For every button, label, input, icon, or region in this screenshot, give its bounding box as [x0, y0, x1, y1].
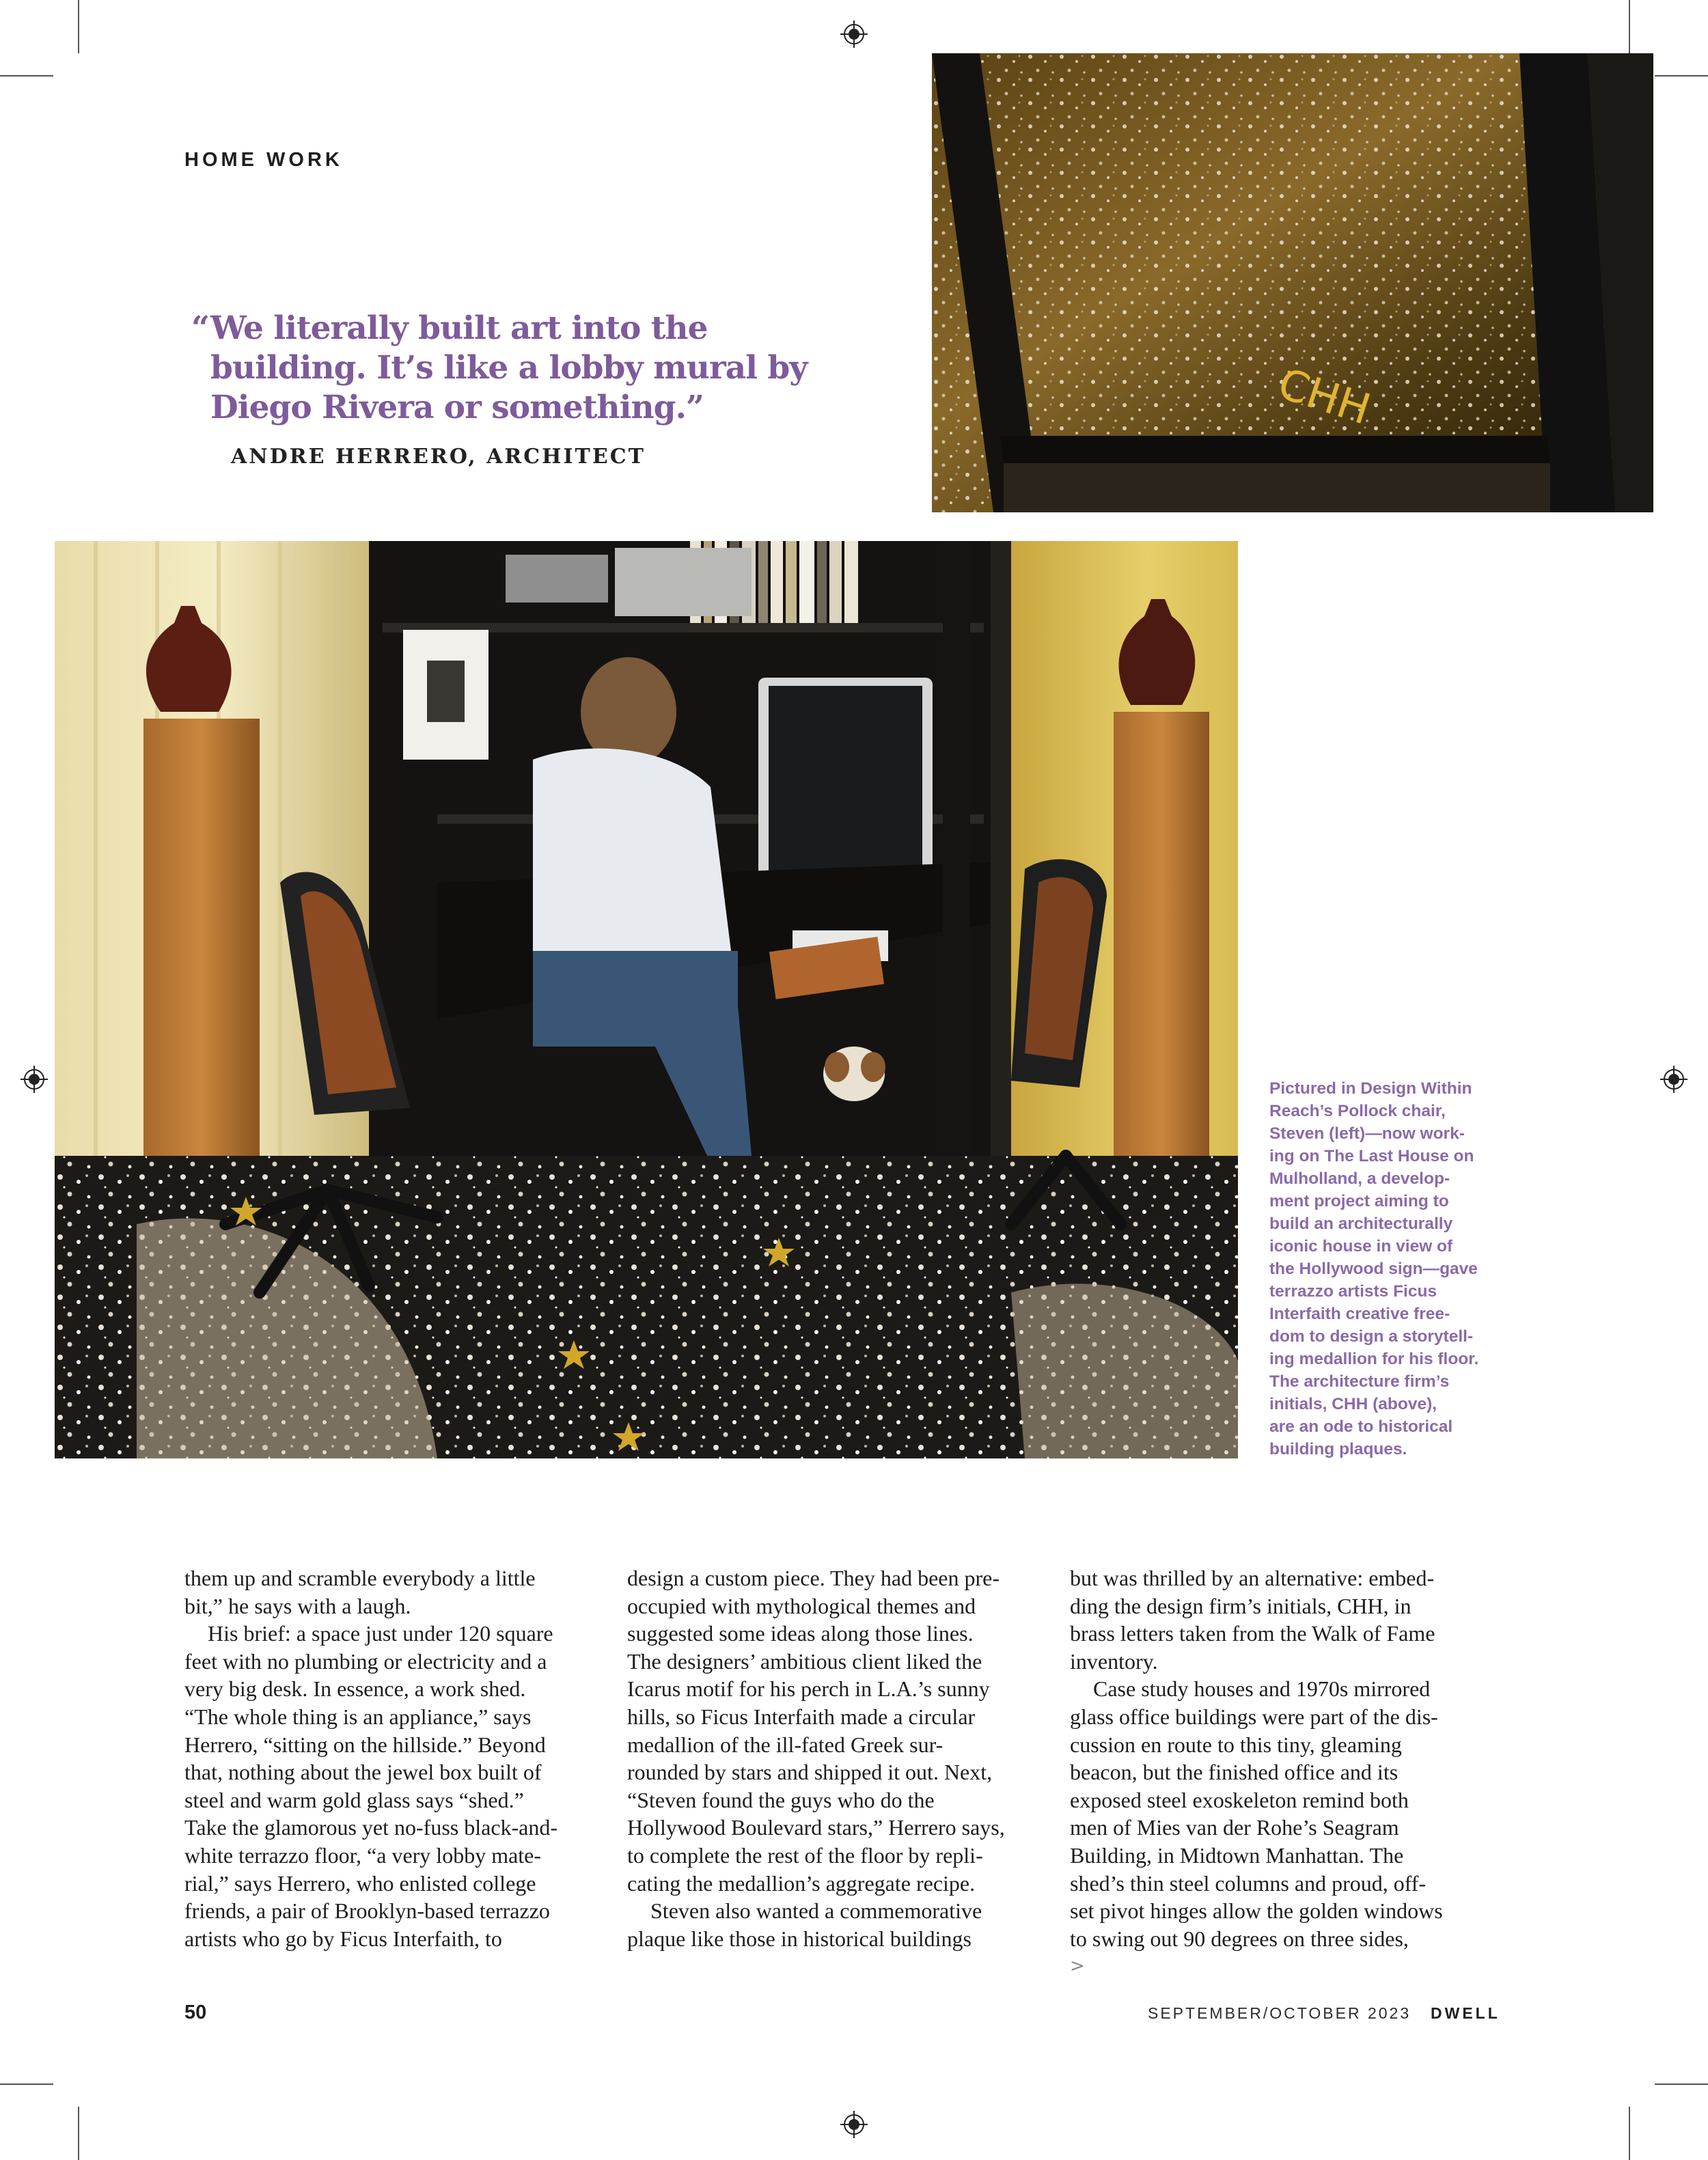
body-line: His brief: a space just under 120 square — [208, 1621, 553, 1646]
caption-line: build an architecturally — [1269, 1215, 1453, 1233]
body-column-1 — [184, 1564, 601, 1952]
body-line: bit,” he says with a laugh. — [184, 1593, 411, 1618]
body-line: that, nothing about the jewel box built of — [184, 1760, 542, 1785]
photo-window-chh — [932, 53, 1653, 512]
body-line: feet with no plumbing or electricity and a — [184, 1648, 547, 1674]
body-line: cussion en route to this tiny, gleaming — [1070, 1732, 1402, 1757]
caption-line: ment project aiming to — [1269, 1192, 1449, 1210]
body-line: cating the medallion’s aggregate recipe. — [627, 1870, 976, 1896]
body-line: rounded by stars and shipped it out. Next, — [627, 1760, 993, 1785]
crop-mark — [0, 2083, 53, 2085]
caption-line: are an ode to historical — [1269, 1417, 1453, 1436]
body-column-3 — [1070, 1564, 1487, 1980]
body-line — [1070, 1925, 1487, 1980]
section-label: HOME WORK — [184, 149, 343, 171]
body-line: hills, so Ficus Interfaith made a circular — [627, 1704, 976, 1729]
body-line: them up and scramble everybody a little — [184, 1566, 536, 1590]
caption-line: the Hollywood sign—gave — [1269, 1260, 1478, 1278]
body-line: design a custom piece. They had been pre- — [627, 1566, 1000, 1590]
body-line: glass office buildings were part of the dis- — [1070, 1704, 1438, 1729]
body-line: artists who go by Ficus Interfaith, to — [184, 1926, 502, 1951]
body-line: brass letters taken from the Walk of Fame — [1070, 1621, 1435, 1646]
body-line: Herrero, “sitting on the hillside.” Beyond — [184, 1732, 546, 1757]
magazine-name: DWELL — [1431, 2004, 1500, 2022]
body-line: Take the glamorous yet no-fuss black-and- — [184, 1815, 558, 1840]
body-line: occupied with mythological themes and — [627, 1593, 976, 1618]
pull-quote — [191, 309, 825, 428]
body-line: medallion of the ill-fated Greek sur- — [627, 1732, 943, 1757]
chh-brass-letters: CHH — [1272, 358, 1377, 434]
pull-quote-open-mark: “ — [191, 309, 210, 347]
crop-mark — [0, 75, 53, 77]
caption-line: building plaques. — [1269, 1440, 1407, 1458]
caption-line: ing on The Last House on — [1269, 1147, 1474, 1165]
body-line: friends, a pair of Brooklyn-based terrazzo — [184, 1898, 550, 1924]
body-line: steel and warm gold glass says “shed.” — [184, 1787, 524, 1812]
caption-line: Interfaith creative free- — [1269, 1305, 1450, 1323]
caption-line: Reach’s Pollock chair, — [1269, 1102, 1446, 1120]
body-line: beacon, but the finished office and its — [1070, 1760, 1399, 1785]
body-line: shed’s thin steel columns and proud, off- — [1070, 1870, 1427, 1896]
body-line: suggested some ideas along those lines. — [627, 1621, 974, 1646]
pull-quote-line: We literally built art into the — [210, 309, 708, 347]
body-line: plaque like those in historical buildings — [627, 1926, 972, 1951]
body-line: exposed steel exoskeleton remind both — [1070, 1787, 1409, 1812]
issue-date: SEPTEMBER/OCTOBER 2023 — [1148, 2004, 1411, 2022]
photo-caption — [1269, 1077, 1495, 1460]
registration-mark-icon — [840, 2111, 868, 2138]
caption-line: Steven (left)—now work- — [1269, 1124, 1465, 1143]
crop-mark — [78, 2107, 79, 2160]
registration-mark-icon — [20, 1066, 48, 1093]
caption-line: dom to design a storytell- — [1269, 1327, 1474, 1346]
body-line: “The whole thing is an appliance,” says — [184, 1704, 532, 1729]
photo-office-interior — [55, 541, 1238, 1458]
body-line: Case study houses and 1970s mirrored — [1093, 1676, 1431, 1702]
body-line: Building, in Midtown Manhattan. The — [1070, 1842, 1404, 1868]
crop-mark — [1655, 75, 1708, 77]
crop-mark — [78, 0, 79, 53]
body-line: white terrazzo floor, “a very lobby mate- — [184, 1842, 542, 1868]
caption-line: initials, CHH (above), — [1269, 1395, 1437, 1413]
body-line: Icarus motif for his perch in L.A.’s sunny — [627, 1676, 990, 1702]
body-line: men of Mies van der Rohe’s Seagram — [1070, 1815, 1399, 1840]
caption-line: terrazzo artists Ficus — [1269, 1282, 1437, 1301]
office-illustration — [55, 541, 1238, 1458]
caption-line: ing medallion for his floor. — [1269, 1350, 1479, 1368]
continue-arrow-icon: > — [1070, 1956, 1085, 1977]
pull-quote-attribution: ANDRE HERRERO, ARCHITECT — [231, 445, 646, 469]
caption-line: iconic house in view of — [1269, 1237, 1453, 1256]
body-line: “Steven found the guys who do the — [627, 1787, 935, 1812]
body-line: Hollywood Boulevard stars,” Herrero says, — [627, 1815, 1005, 1840]
body-column-2 — [627, 1564, 1044, 1952]
body-line: rial,” says Herrero, who enlisted college — [184, 1870, 536, 1896]
body-line: Steven also wanted a commemorative — [650, 1898, 982, 1924]
body-line: very big desk. In essence, a work shed. — [184, 1676, 526, 1702]
registration-mark-icon — [1660, 1066, 1688, 1093]
crop-mark — [1629, 0, 1630, 53]
body-line: ding the design firm’s initials, CHH, in — [1070, 1593, 1411, 1618]
body-line: but was thrilled by an alternative: embed- — [1070, 1566, 1435, 1590]
body-line: set pivot hinges allow the golden windows — [1070, 1898, 1443, 1924]
caption-line: The architecture firm’s — [1269, 1372, 1450, 1391]
body-line-text: to swing out 90 degrees on three sides, — [1070, 1926, 1409, 1951]
registration-mark-icon — [840, 20, 868, 48]
window-illustration — [932, 53, 1653, 512]
caption-line: Mulholland, a develop- — [1269, 1169, 1450, 1188]
pull-quote-line: building. It’s like a lobby mural by — [210, 349, 808, 387]
body-line: to complete the rest of the floor by repli- — [627, 1842, 983, 1868]
crop-mark — [1629, 2107, 1630, 2160]
body-line: The designers’ ambitious client liked the — [627, 1648, 982, 1674]
body-line: inventory. — [1070, 1648, 1158, 1674]
page-number: 50 — [184, 2002, 207, 2023]
caption-line: Pictured in Design Within — [1269, 1079, 1472, 1098]
crop-mark — [1655, 2083, 1708, 2085]
pull-quote-line: Diego Rivera or something.” — [210, 389, 704, 426]
